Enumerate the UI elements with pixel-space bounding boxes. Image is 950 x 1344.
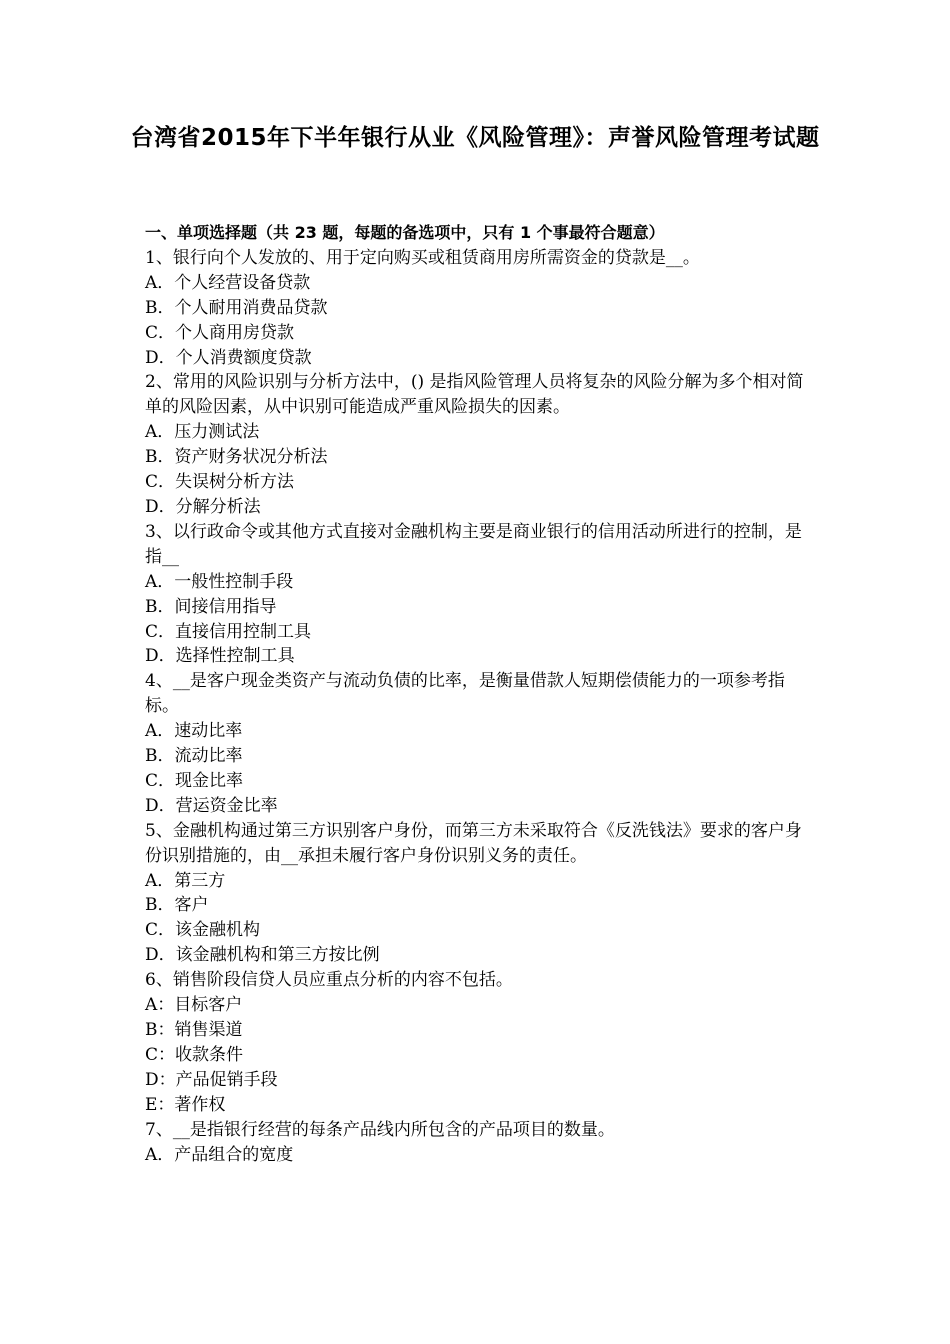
question-stem: 3、以行政命令或其他方式直接对金融机构主要是商业银行的信用活动所进行的控制，是指__ <box>145 521 802 567</box>
question-3 <box>145 520 815 669</box>
option-c: C．个人商用房贷款 <box>145 322 295 343</box>
option-a: A：目标客户 <box>145 995 243 1016</box>
option-a: A．压力测试法 <box>145 422 260 443</box>
document-body <box>145 221 815 1167</box>
question-1 <box>145 246 815 371</box>
question-4 <box>145 669 815 818</box>
option-d: D．分解分析法 <box>145 496 261 517</box>
question-stem: 6、销售阶段信贷人员应重点分析的内容不包括。 <box>145 970 513 991</box>
option-a: A．个人经营设备贷款 <box>145 272 311 293</box>
option-d: D：产品促销手段 <box>145 1069 278 1090</box>
option-c: C：收款条件 <box>145 1044 244 1065</box>
section-heading: 一、单项选择题（共 23 题，每题的备选项中，只有 1 个事最符合题意） <box>145 223 665 242</box>
question-5 <box>145 819 815 968</box>
document-title: 台湾省2015年下半年银行从业《风险管理》：声誉风险管理考试题 <box>130 125 820 151</box>
option-c: C．直接信用控制工具 <box>145 621 312 642</box>
option-c: C．现金比率 <box>145 770 244 791</box>
option-b: B：销售渠道 <box>145 1020 243 1040</box>
option-c: C．该金融机构 <box>145 920 261 941</box>
question-stem: 1、银行向个人发放的、用于定向购买或租赁商用房所需资金的贷款是__。 <box>145 247 700 268</box>
option-d: D．个人消费额度贷款 <box>145 347 312 368</box>
option-e: E：著作权 <box>145 1094 226 1115</box>
question-stem: 4、__是客户现金类资产与流动负债的比率，是衡量借款人短期偿债能力的一项参考指标。 <box>145 671 785 717</box>
option-b: B．客户 <box>145 895 209 916</box>
option-c: C．失误树分析方法 <box>145 472 295 493</box>
option-b: B．流动比率 <box>145 746 243 767</box>
question-stem: 2、常用的风险识别与分析方法中，() 是指风险管理人员将复杂的风险分解为多个相对简单的风险因素，从中识别可能造成严重风险损失的因素。 <box>145 372 804 418</box>
question-stem: 7、__是指银行经营的每条产品线内所包含的产品项目的数量。 <box>145 1119 615 1140</box>
option-b: B．间接信用指导 <box>145 596 277 617</box>
option-d: D．选择性控制工具 <box>145 646 295 667</box>
question-2 <box>145 370 815 519</box>
option-a: A．产品组合的宽度 <box>145 1144 294 1165</box>
option-b: B．个人耐用消费品贷款 <box>145 297 328 318</box>
question-stem: 5、金融机构通过第三方识别客户身份，而第三方未采取符合《反洗钱法》要求的客户身份识别措施的，由__承担未履行客户身份识别义务的责任。 <box>145 820 802 866</box>
option-d: D．该金融机构和第三方按比例 <box>145 945 380 966</box>
option-d: D．营运资金比率 <box>145 795 278 816</box>
question-6 <box>145 968 815 1117</box>
option-a: A．速动比率 <box>145 721 243 742</box>
question-7 <box>145 1118 815 1168</box>
option-a: A．第三方 <box>145 870 226 891</box>
option-a: A．一般性控制手段 <box>145 571 294 592</box>
option-b: B．资产财务状况分析法 <box>145 447 328 468</box>
